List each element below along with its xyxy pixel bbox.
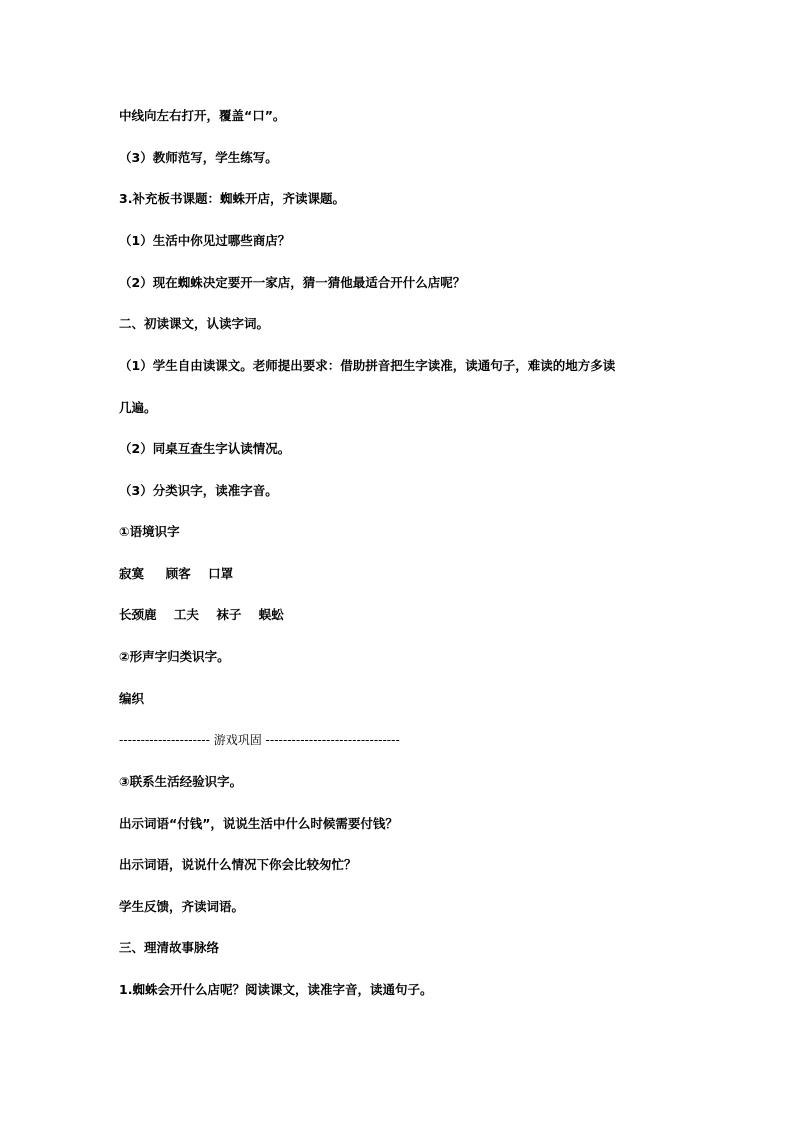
text-line: ②形声字归类识字。: [119, 649, 230, 664]
text-line: ③联系生活经验识字。: [119, 774, 243, 789]
text-line: 出示词语“付钱”，说说生活中什么时候需要付钱？: [119, 816, 398, 831]
text-line: 出示词语，说说什么情况下你会比较匆忙？: [119, 857, 357, 872]
text-line: （3）分类识字，读准字音。: [119, 483, 278, 498]
text-line: （1）生活中你见过哪些商店？: [119, 233, 291, 248]
text-line: 3.补充板书课题：蜘蛛开店，齐读课题。: [119, 191, 345, 206]
text-line: （3）教师范写，学生练写。: [119, 150, 278, 165]
text-line: （2）同桌互查生字认读情况。: [119, 441, 291, 456]
text-line: 几遍。: [119, 400, 157, 415]
text-line: （1）学生自由读课文。老师提出要求：借助拼音把生字读准，读通句子，难读的地方多读: [119, 358, 616, 373]
vocabulary-line: 长颈鹿 工夫 袜子 蜈蚣: [119, 607, 284, 622]
text-line: 编织: [119, 691, 145, 706]
text-line: 中线向左右打开，覆盖“口”。: [119, 108, 286, 123]
text-line: （2）现在蜘蛛决定要开一家店，猜一猜他最适合开什么店呢？: [119, 275, 466, 290]
text-line: 1.蜘蛛会开什么店呢？阅读课文，读准字音，读通句子。: [119, 982, 433, 997]
vocabulary-line: 寂寞 顾客 口罩: [119, 566, 234, 581]
section-heading: 二、初读课文，认读字词。: [119, 316, 270, 331]
section-heading: 三、理清故事脉络: [119, 940, 220, 955]
divider-line: --------------------- 游戏巩固 -------------------------------: [119, 733, 400, 747]
text-line: 学生反馈，齐读词语。: [119, 899, 245, 914]
text-line: ①语境识字: [119, 524, 180, 539]
